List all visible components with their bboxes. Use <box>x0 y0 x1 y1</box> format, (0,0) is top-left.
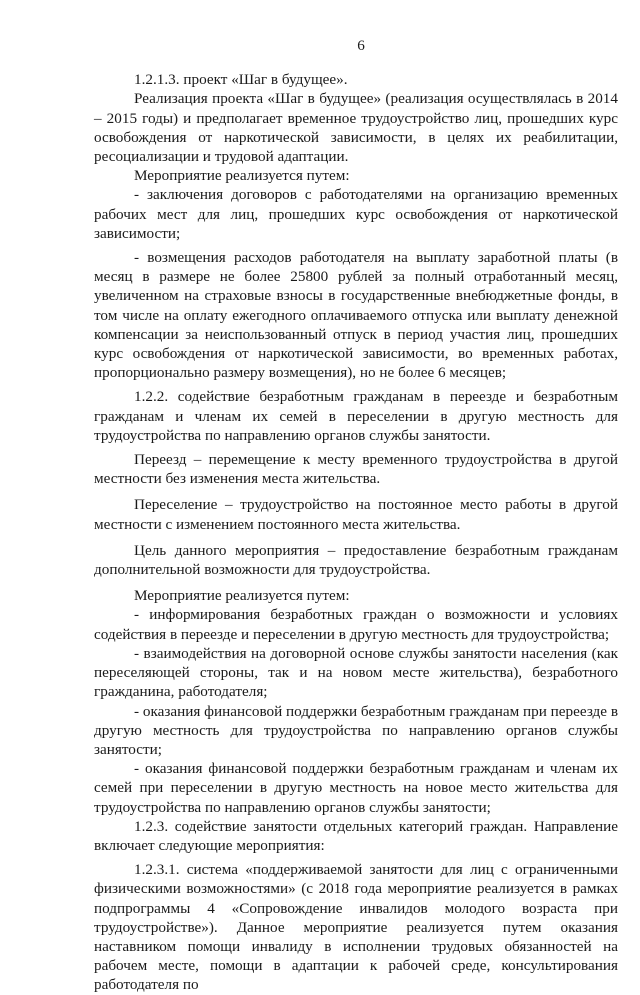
list-item-support-relocation: - оказания финансовой поддержки безработным гражданам при переезде в другую местность для трудоустройства по направлению органов службы занятости; <box>94 702 618 758</box>
list-item-support-resettlement: - оказания финансовой поддержки безработным гражданам и членам их семей при переселении в другую местность на новое место жительства для трудоустройства по направлению органов службы занятости; <box>94 760 618 816</box>
list-item-informing: - информирования безработных граждан о возможности и условиях содействия в переезде и переселении в другую местность для трудоустройства; <box>94 606 618 643</box>
list-item-contracts: - заключения договоров с работодателями на организацию временных рабочих мест для лиц, прошедших курс освобождения от наркотической зависимости; <box>94 186 618 242</box>
paragraph-method-intro-2: Мероприятие реализуется путем: <box>134 587 350 605</box>
paragraph-resettlement-definition: Переселение – трудоустройство на постоянное место работы в другой местности с изменением постоянного места жительства. <box>94 496 618 533</box>
list-item-reimbursement: - возмещения расходов работодателя на выплату заработной платы (в месяц в размере не более 25800 рублей за полный отработанный месяц, увеличенном на страховые взносы в государственные внебюджетные фонды, в том числе на оплату ежегодного оплачиваемого отпуска или выплату денежной компенсации за неиспользованный отпуск в период участия лиц, прошедших курс освобождения от наркотической зависимости, во временных работах, пропорционально размеру возмещения), но не более 6 месяцев; <box>94 249 618 382</box>
section-1-2-3-1: 1.2.3.1. система «поддерживаемой занятости для лиц с ограниченными физическими возможностями» (с 2018 года мероприятие реализуется в рамках подпрограммы 4 «Сопровождение инвалидов молодого возраста при трудоустройстве»). Данное мероприятие реализуется путем оказания наставником помощи инвалиду в исполнении трудовых обязанностей на рабочем месте, помощи в адаптации к рабочей среде, консультирования работодателя по <box>94 861 618 994</box>
page-number: 6 <box>357 37 365 54</box>
paragraph-relocation-definition: Переезд – перемещение к месту временного трудоустройства в другой местности без изменения места жительства. <box>94 451 618 488</box>
list-item-cooperation: - взаимодействия на договорной основе службы занятости населения (как переселяющей стороны, так и на новом месте жительства), безработного гражданина, работодателя; <box>94 644 618 701</box>
section-heading-1-2-2: 1.2.2. содействие безработным гражданам в переезде и безработным гражданам и членам их семей в переселении в другую местность для трудоустройства по направлению органов службы занятости. <box>94 388 618 444</box>
paragraph-method-intro: Мероприятие реализуется путем: <box>134 167 350 185</box>
paragraph-goal: Цель данного мероприятия – предоставление безработным гражданам дополнительной возможности для трудоустройства. <box>94 541 618 579</box>
section-heading-1-2-3: 1.2.3. содействие занятости отдельных категорий граждан. Направление включает следующие мероприятия: <box>94 817 618 854</box>
paragraph-project-description: Реализация проекта «Шаг в будущее» (реализация осуществлялась в 2014 – 2015 годы) и предполагает временное трудоустройство лиц, прошедших курс освобождения от наркотической зависимости, в целях их реабилитации, ресоциализации и трудовой адаптации. <box>94 90 618 166</box>
section-heading-1-2-1-3: 1.2.1.3. проект «Шаг в будущее». <box>134 71 348 89</box>
